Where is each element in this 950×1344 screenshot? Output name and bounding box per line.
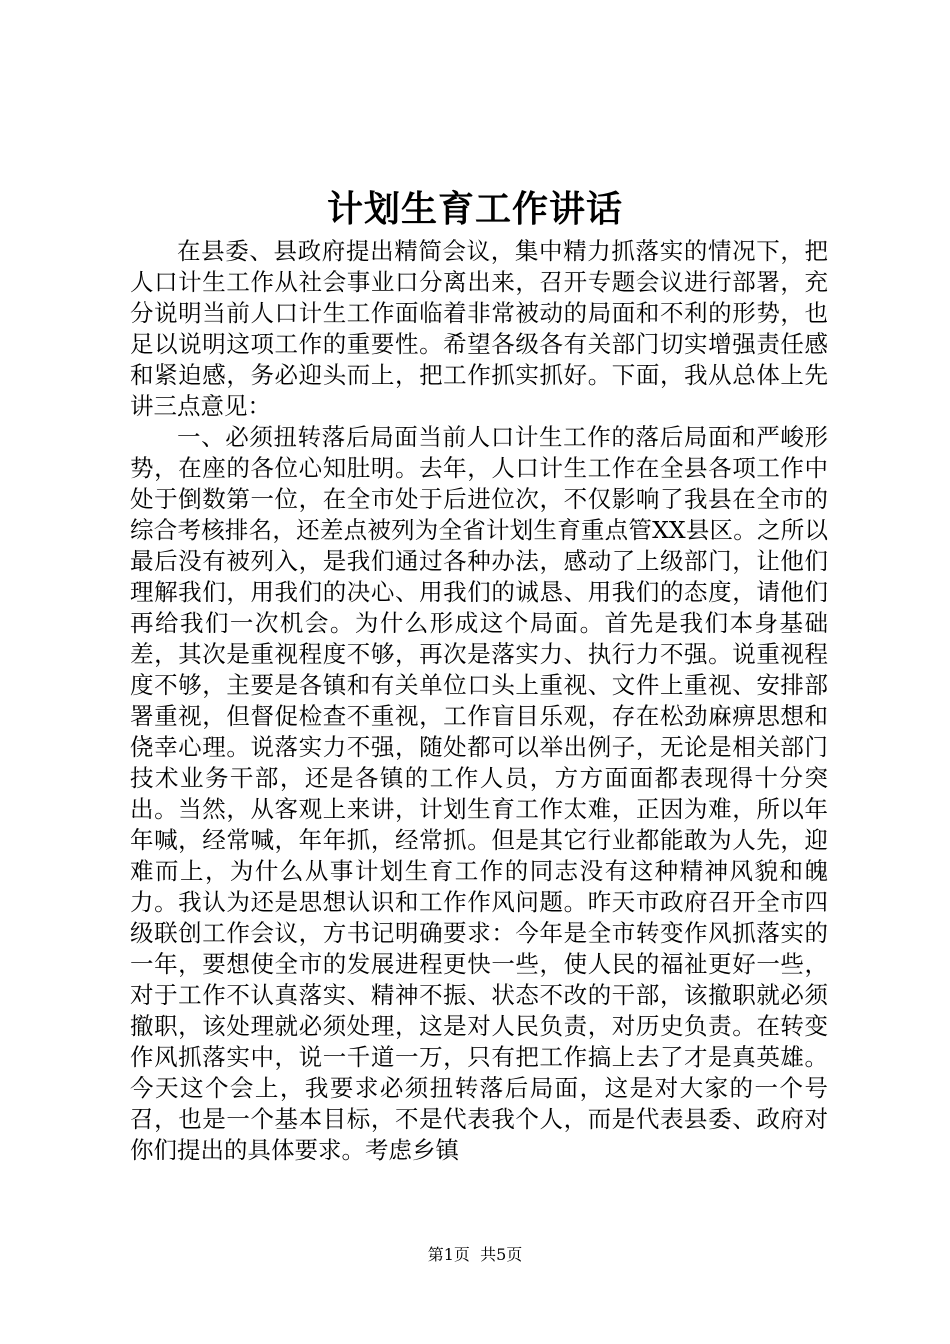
document-body — [130, 236, 828, 1166]
document-title: 计划生育工作讲话 — [326, 188, 623, 230]
paragraph-section-one: 一、必须扭转落后局面当前人口计生工作的落后局面和严峻形势，在座的各位心知肚明。去年，人口计生工作在全县各项工作中处于倒数第一位，在全市处于后进位次，不仅影响了我县在全市的综合考核排名，还差点被列为全省计划生育重点管XX县区。之所以最后没有被列入，是我们通过各种办法，感动了上级部门，让他们理解我们，用我们的决心、用我们的诚恳、用我们的态度，请他们再给我们一次机会。为什么形成这个局面。首先是我们本身基础差，其次是重视程度不够，再次是落实力、执行力不强。说重视程度不够，主要是各镇和有关单位口头上重视、文件上重视、安排部署重视，但督促检查不重视，工作盲目乐观，存在松劲麻痹思想和侥幸心理。说落实力不强，随处都可以举出例子，无论是相关部门技术业务干部，还是各镇的工作人员，方方面面都表现得十分突出。当然，从客观上来讲，计划生育工作太难，正因为难，所以年年喊，经常喊，年年抓，经常抓。但是其它行业都能敢为人先，迎难而上，为什么从事计划生育工作的同志没有这种精神风貌和魄力。我认为还是思想认识和工作作风问题。昨天市政府召开全市四级联创工作会议，方书记明确要求：今年是全市转变作风抓落实的一年，要想使全市的发展进程更快一些，使人民的福祉更好一些，对于工作不认真落实、精神不振、状态不改的干部，该撤职就必须撤职，该处理就必须处理，这是对人民负责，对历史负责。在转变作风抓落实中，说一千道一万，只有把工作搞上去了才是真英雄。今天这个会上，我要求必须扭转落后局面，这是对大家的一个号召，也是一个基本目标，不是代表我个人，而是代表县委、政府对你们提出的具体要求。考虑乡镇 — [130, 423, 828, 1164]
page-number-footer: 第1页 共5页 — [427, 1245, 523, 1264]
paragraph-intro: 在县委、县政府提出精简会议，集中精力抓落实的情况下，把人口计生工作从社会事业口分离出来，召开专题会议进行部署，充分说明当前人口计生工作面临着非常被动的局面和不利的形势，也足以说明这项工作的重要性。希望各级各有关部门切实增强责任感和紧迫感，务必迎头而上，把工作抓实抓好。下面，我从总体上先讲三点意见： — [130, 237, 828, 420]
